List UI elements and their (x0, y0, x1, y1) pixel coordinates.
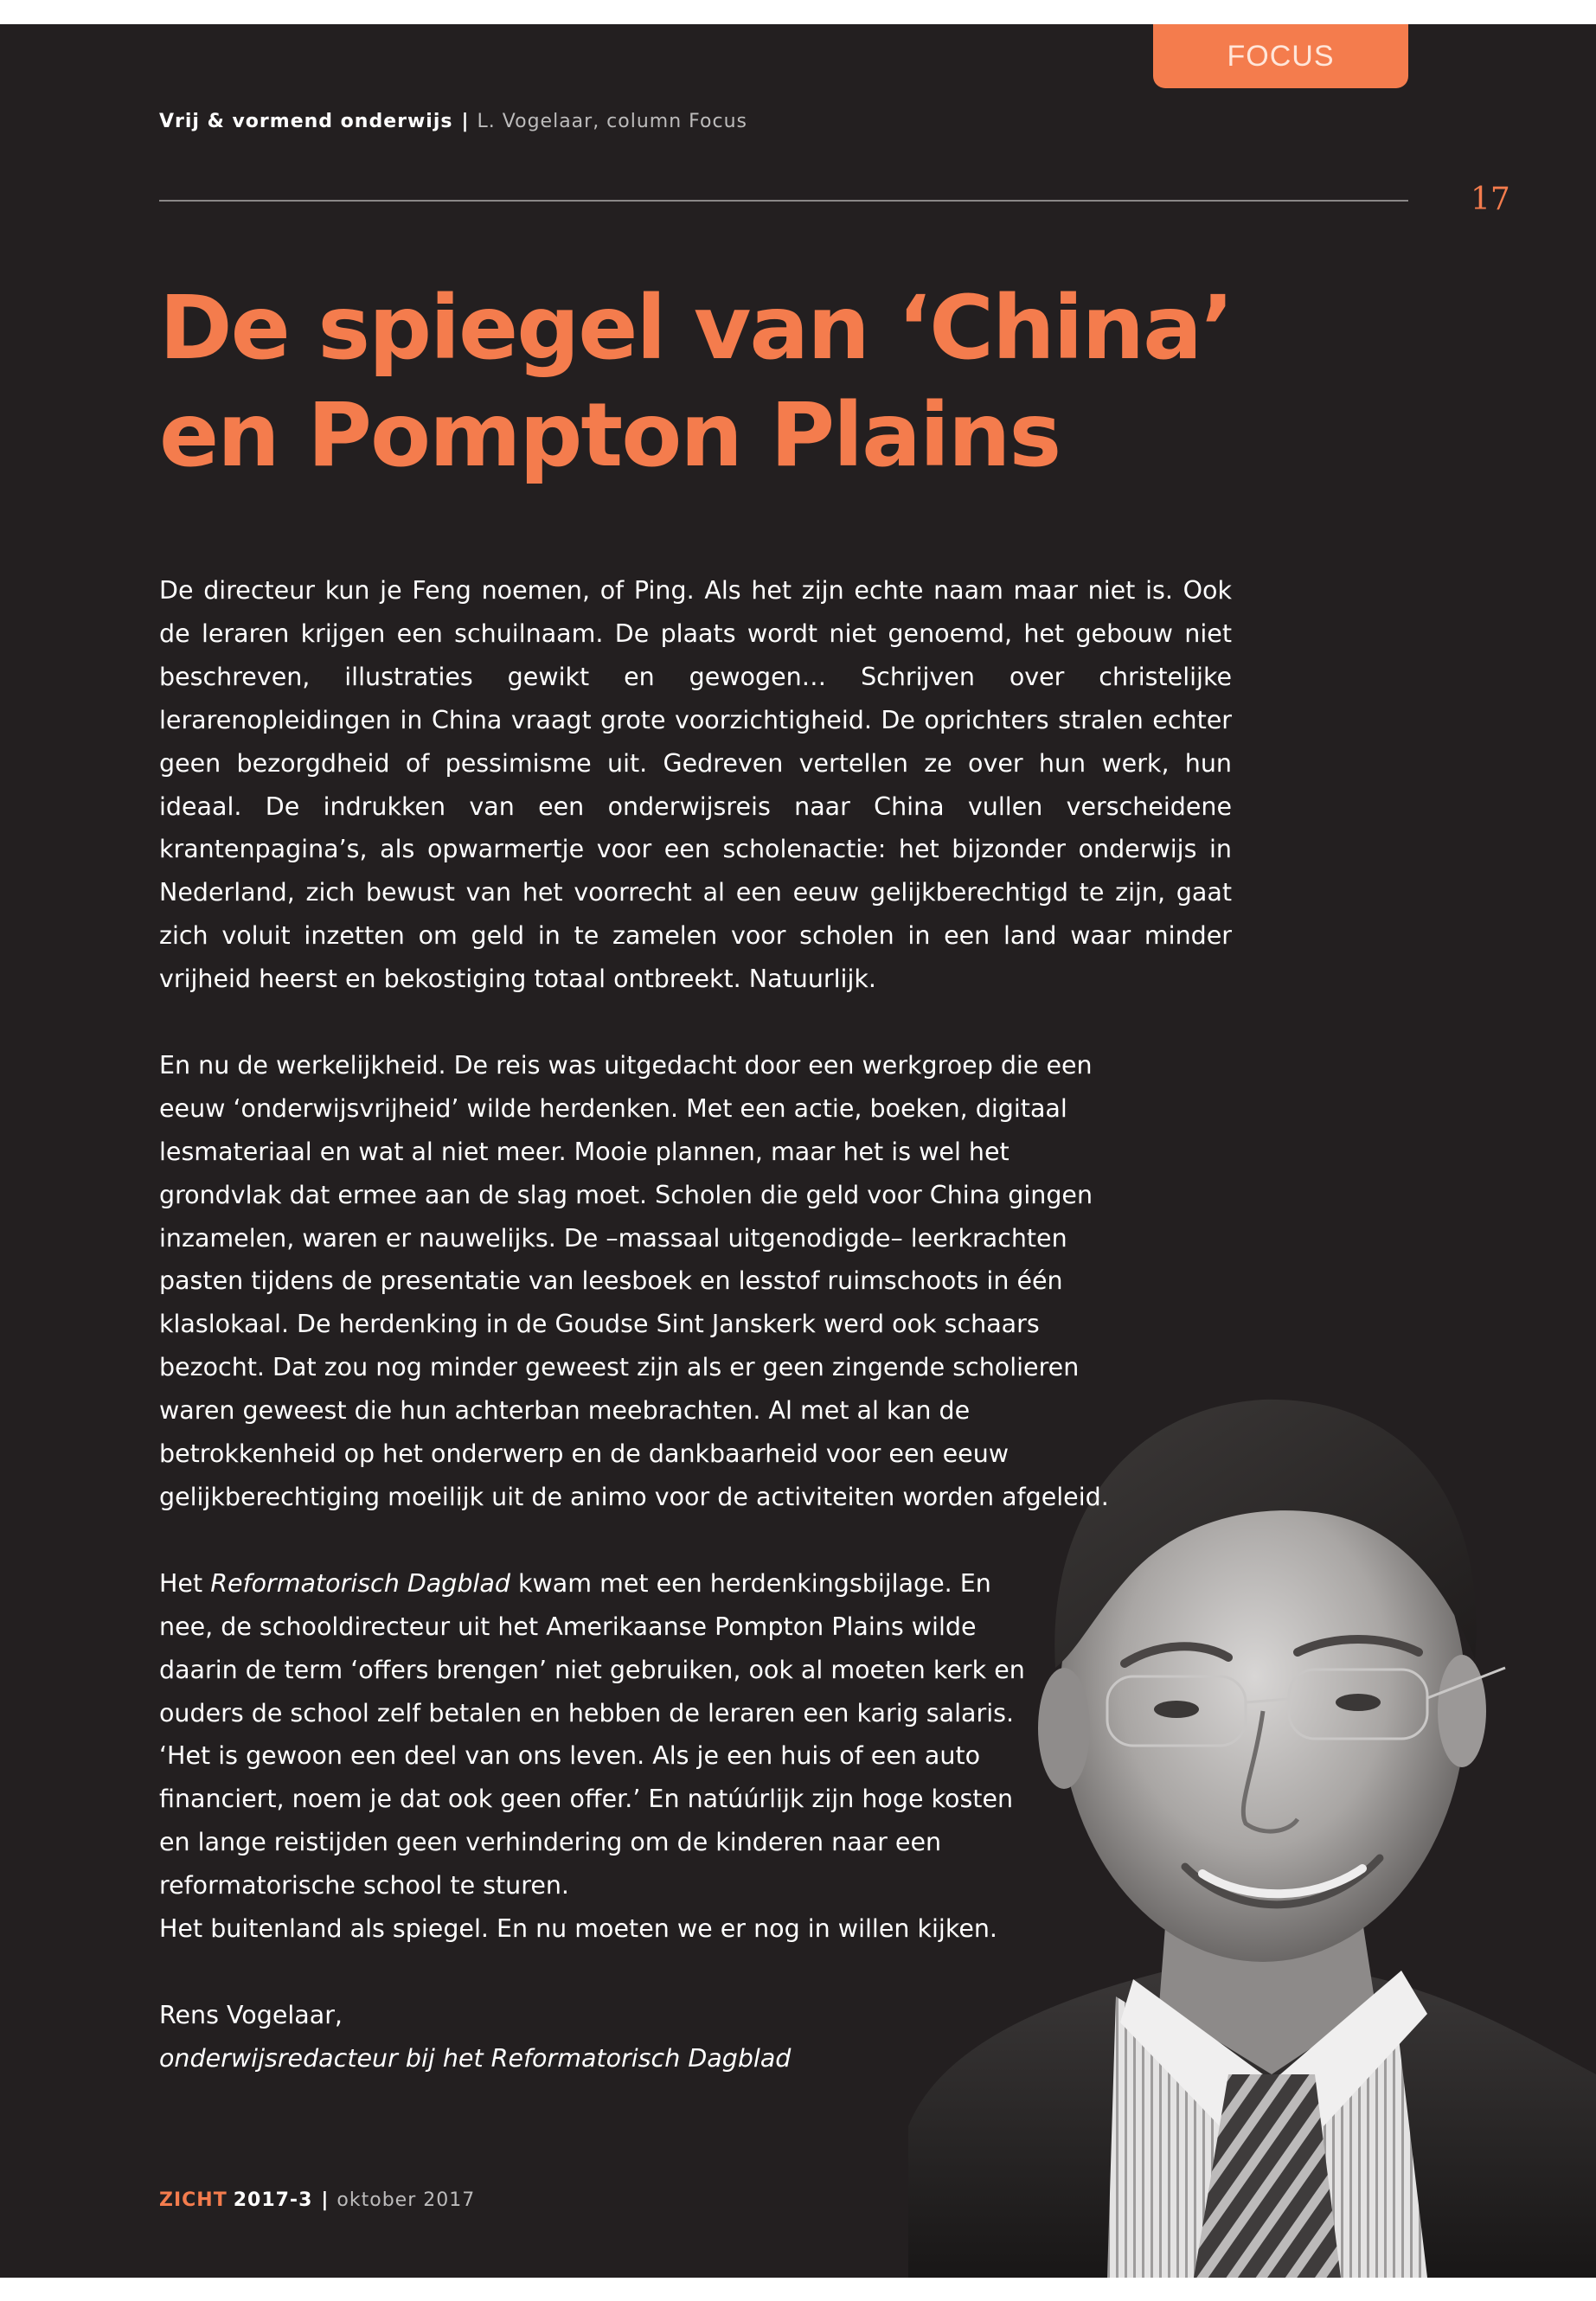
article-paragraph-4: Het buitenland als spiegel. En nu moeten we er nog in willen kijken. (159, 1914, 997, 1944)
footer-separator: | (321, 2189, 329, 2211)
paragraph-3-rest: kwam met een herdenkingsbijlage. En nee, de schooldirecteur uit het Amerikaanse Pompton Plains wilde daarin de term ‘offers brengen’ niet gebruiken, ook al moeten kerk en ouders de school zelf betalen en hebben de leraren een karig salaris. ‘Het is gewoon een deel van ons leven. Als je een huis of een auto financiert, noem je dat ook geen offer.’ En natúúrlijk zijn hoge kosten en lange reistijden geen verhindering om de kinderen naar een reformatorische school te sturen. (159, 1568, 1025, 1900)
kicker-separator: | (461, 111, 469, 132)
footer-brand: ZICHT (159, 2189, 228, 2211)
kicker-byline: L. Vogelaar, column Focus (477, 111, 747, 132)
page-footer (159, 2189, 475, 2211)
article-title (159, 275, 1327, 490)
footer-issue: 2017-3 (233, 2189, 313, 2211)
article-body (159, 569, 1232, 2080)
kicker-section-name: Vrij & vormend onderwijs (159, 111, 453, 132)
newspaper-name: Reformatorisch Dagblad (210, 1568, 510, 1598)
magazine-page (0, 24, 1596, 2278)
article-paragraph-3 (159, 1562, 1050, 1907)
article-title-line-2: en Pompton Plains (159, 384, 1061, 487)
page-number: 17 (1471, 182, 1510, 217)
author-name: Rens Vogelaar, (159, 2000, 343, 2029)
section-tab-focus: FOCUS (1153, 24, 1408, 88)
footer-date: oktober 2017 (337, 2189, 476, 2211)
author-role: onderwijsredacteur bij het Reformatorisch Dagblad (159, 2043, 792, 2073)
section-kicker (159, 111, 747, 132)
article-paragraph-2: En nu de werkelijkheid. De reis was uitgedacht door een werkgroep die een eeuw ‘onderwijsvrijheid’ wilde herdenken. Met een actie, boeken, digitaal lesmateriaal en wat al niet meer. Mooie plannen, maar het is wel het grondvlak dat ermee aan de slag moet. Scholen die geld voor China gingen inzamelen, waren er nauwelijks. De –massaal uitgenodigde– leerkrachten pasten tijdens de presentatie van leesboek en lesstof ruimschoots in één klaslokaal. De herdenking in de Goudse Sint Janskerk werd ook schaars bezocht. Dat zou nog minder geweest zijn als er geen zingende scholieren waren geweest die hun achterban meebrachten. Al met al kan de betrokkenheid op het onderwerp en de dankbaarheid voor een eeuw gelijkberechtiging moeilijk uit de animo voor de activiteiten worden afgeleid. (159, 1050, 1109, 1512)
paragraph-3-lead: Het (159, 1568, 211, 1598)
article-title-line-1: De spiegel van ‘China’ (159, 277, 1233, 380)
header-divider (159, 200, 1408, 202)
article-paragraph-1: De directeur kun je Feng noemen, of Ping. Als het zijn echte naam maar niet is. Ook de leraren krijgen een schuilnaam. De plaats wordt niet genoemd, het gebouw niet beschreven, illustraties gewikt en gewogen… Schrijven over christelijke lerarenopleidingen in China vraagt grote voorzichtigheid. De oprichters stralen echter geen bezorgdheid of pessimisme uit. Gedreven vertellen ze over hun werk, hun ideaal. De indrukken van een onderwijsreis naar China vullen verscheidene krantenpagina’s, als opwarmertje voor een scholenactie: het bijzonder onderwijs in Nederland, zich bewust van het voorrecht al een eeuw gelijkberechtigd te zijn, gaat zich voluit inzetten om geld in te zamelen voor scholen in een land waar minder vrijheid heerst en bekostiging totaal ontbreekt. Natuurlijk. (159, 576, 1232, 994)
